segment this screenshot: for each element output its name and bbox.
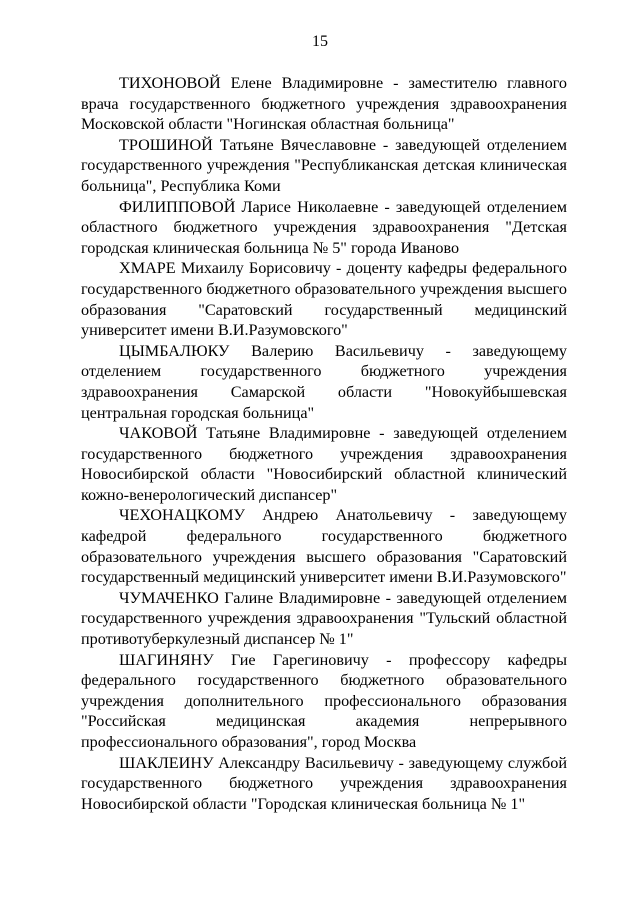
award-entry-chekhonatsky: ЧЕХОНАЦКОМУ Андрею Анатольевичу - заведующему кафедрой федерального государственного бюджетного образовательного учреждения высшего образования "Саратовский государственный медицинский университет имени В.И.Разумовского" (81, 506, 567, 587)
award-entry-troshina: ТРОШИНОЙ Татьяне Вячеславовне - заведующей отделением государственного учреждения "Республиканская детская клиническая больница", Республика Коми (81, 135, 567, 195)
award-entry-chakova: ЧАКОВОЙ Татьяне Владимировне - заведующей отделением государственного бюджетного учреждения здравоохранения Новосибирской области "Новосибирский областной клинический кожно-венерологический диспансер" (81, 424, 567, 504)
award-entry-khmara: ХМАРЕ Михаилу Борисовичу - доценту кафедры федерального государственного бюджетного образовательного учреждения высшего образования "Саратовский государственный медицинский университет имени В.И.Разумовского" (81, 259, 567, 340)
award-entry-filippova: ФИЛИППОВОЙ Ларисе Николаевне - заведующей отделением областного бюджетного учреждения здравоохранения "Детская городская клиническая больница № 5" города Иваново (81, 197, 567, 257)
award-entry-chumachenko: ЧУМАЧЕНКО Галине Владимировне - заведующей отделением государственного учреждения здравоохранения "Тульский областной противотуберкулезный диспансер № 1" (81, 588, 567, 649)
award-list (81, 73, 567, 814)
award-entry-tikhonova: ТИХОНОВОЙ Елене Владимировне - заместителю главного врача государственного бюджетного учреждения здравоохранения Московской области "Ногинская областная больница" (81, 74, 567, 134)
page-number: 15 (312, 33, 328, 50)
award-entry-shaginyan: ШАГИНЯНУ Гие Гарегиновичу - профессору кафедры федерального государственного бюджетного образовательного учреждения дополнительного профессионального образования "Российская медицинская академия непрерывного профессионального образования", город Москва (81, 650, 567, 751)
award-entry-tsymbalyuk: ЦЫМБАЛЮКУ Валерию Васильевичу - заведующему отделением государственного бюджетного учреждения здравоохранения Самарской области "Новокуйбышевская центральная городская больница" (81, 341, 567, 422)
award-entry-shaklein: ШАКЛЕИНУ Александру Васильевичу - заведующему службой государственного бюджетного учреждения здравоохранения Новосибирской области "Городская клиническая больница № 1" (81, 753, 567, 813)
